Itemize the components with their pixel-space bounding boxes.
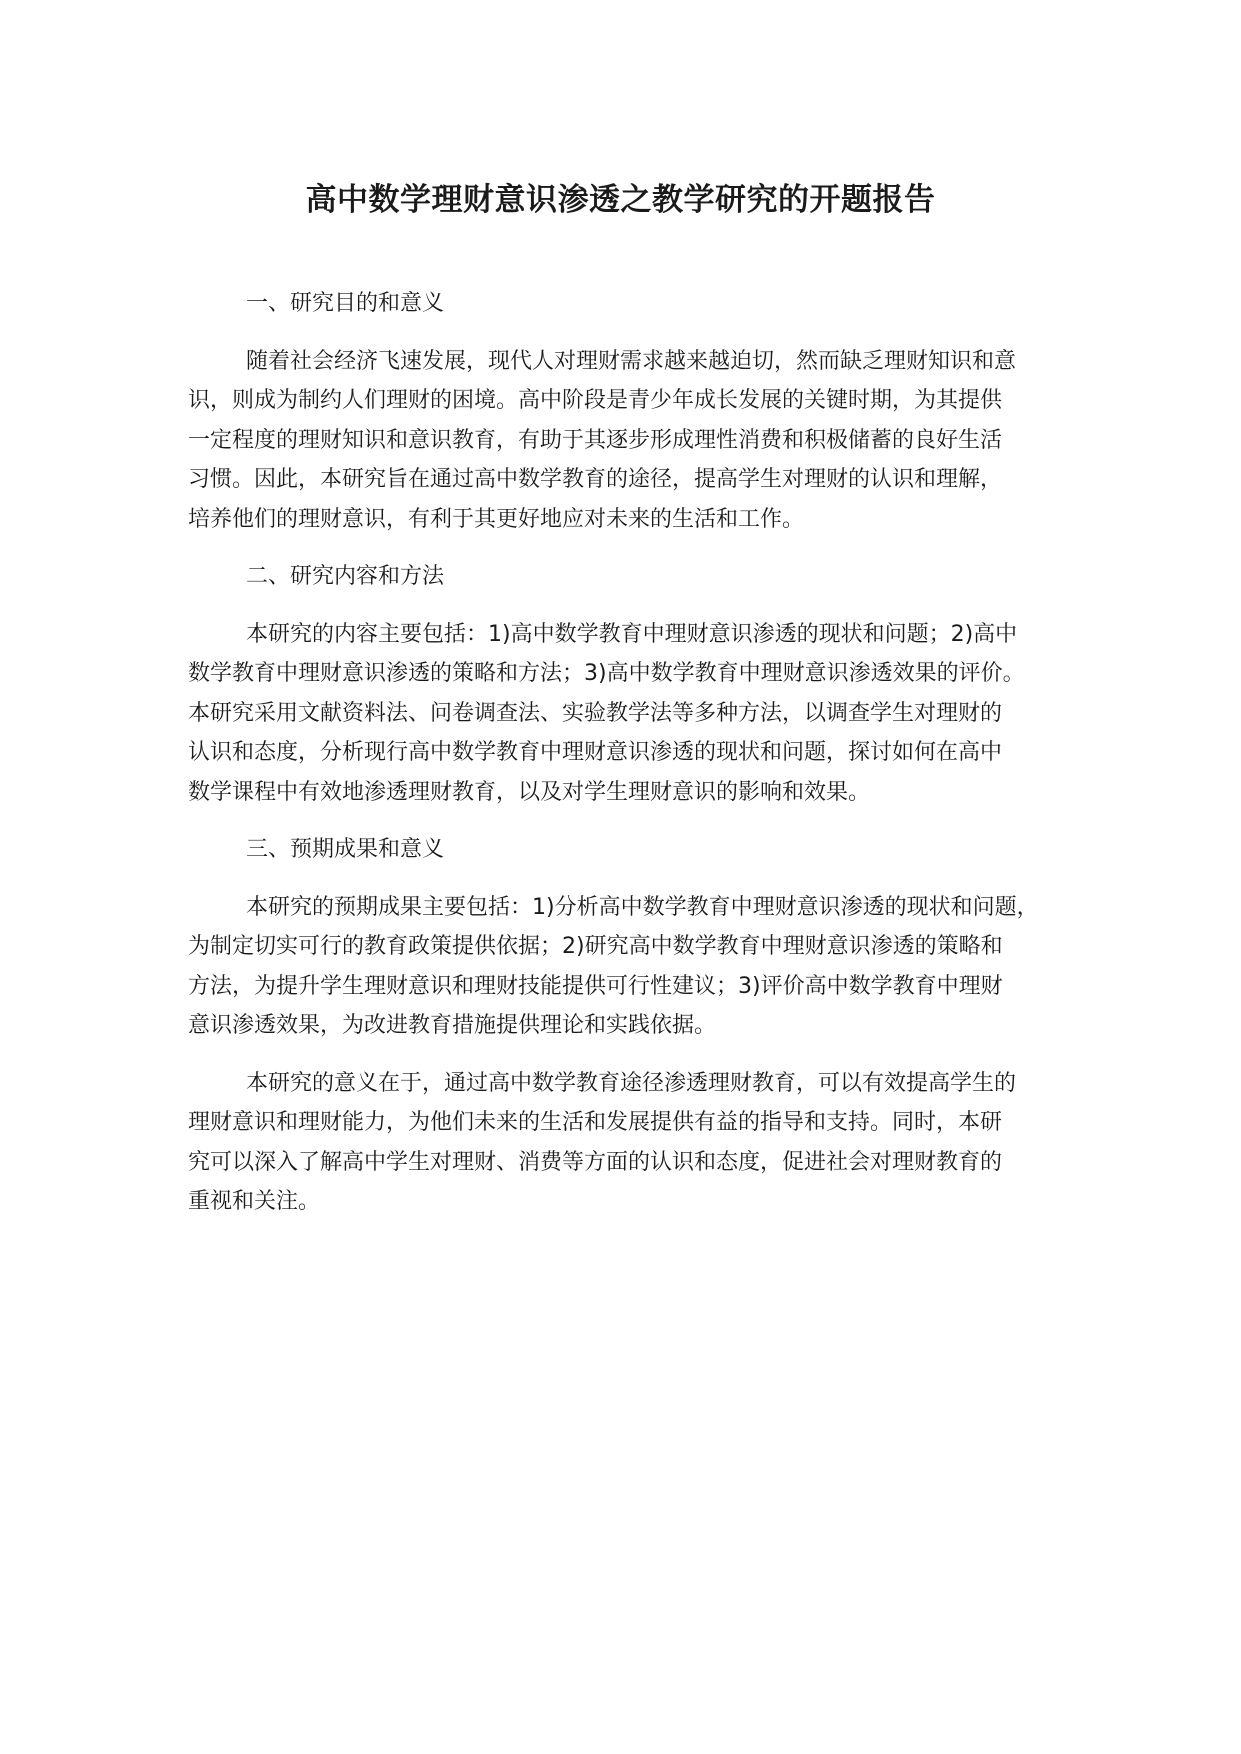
text-line: 习惯。因此，本研究旨在通过高中数学教育的途径，提高学生对理财的认识和理解，	[188, 467, 1003, 492]
section-3-paragraph-1	[188, 888, 1068, 1046]
section-1-paragraph-1	[188, 342, 1068, 540]
document-title: 高中数学理财意识渗透之教学研究的开题报告	[305, 182, 936, 218]
text-line: 重视和关注。	[188, 1189, 321, 1214]
section-2-paragraph-1	[188, 615, 1068, 813]
text-line: 一定程度的理财知识和意识教育，有助于其逐步形成理性消费和积极储蓄的良好生活	[188, 427, 1003, 453]
section-heading-2: 二、研究内容和方法	[246, 564, 445, 589]
text-line: 意识渗透效果，为改进教育措施提供理论和实践依据。	[188, 1013, 717, 1038]
section-heading-1: 一、研究目的和意义	[246, 291, 445, 316]
text-line: 本研究采用文献资料法、问卷调查法、实验教学法等多种方法，以调查学生对理财的	[188, 700, 1003, 726]
text-line: 数学教育中理财意识渗透的策略和方法；3)高中数学教育中理财意识渗透效果的评价。	[188, 661, 1025, 686]
section-heading-3: 三、预期成果和意义	[246, 837, 445, 862]
text-line: 为制定切实可行的教育政策提供依据；2)研究高中数学教育中理财意识渗透的策略和	[188, 934, 1003, 959]
text-line: 本研究的内容主要包括：1)高中数学教育中理财意识渗透的现状和问题；2)高中	[246, 621, 1018, 647]
text-line: 认识和态度，分析现行高中数学教育中理财意识渗透的现状和问题，探讨如何在高中	[188, 740, 1003, 765]
text-line: 数学课程中有效地渗透理财教育，以及对学生理财意识的影响和效果。	[188, 779, 871, 805]
text-line: 本研究的意义在于，通过高中数学教育途径渗透理财教育，可以有效提高学生的	[246, 1070, 1017, 1096]
text-line: 理财意识和理财能力，为他们未来的生活和发展提供有益的指导和支持。同时，本研	[188, 1110, 1003, 1135]
text-line: 本研究的预期成果主要包括：1)分析高中数学教育中理财意识渗透的现状和问题，	[246, 894, 1039, 920]
text-line: 培养他们的理财意识，有利于其更好地应对未来的生活和工作。	[188, 506, 805, 532]
document-body	[188, 284, 1068, 1240]
text-line: 方法，为提升学生理财意识和理财技能提供可行性建议；3)评价高中数学教育中理财	[188, 973, 1003, 999]
text-line: 究可以深入了解高中学生对理财、消费等方面的认识和态度，促进社会对理财教育的	[188, 1149, 1003, 1175]
section-3-paragraph-2	[188, 1064, 1068, 1222]
text-line: 识，则成为制约人们理财的困境。高中阶段是青少年成长发展的关键时期，为其提供	[188, 388, 1003, 413]
text-line: 随着社会经济飞速发展，现代人对理财需求越来越迫切，然而缺乏理财知识和意	[246, 348, 1017, 374]
